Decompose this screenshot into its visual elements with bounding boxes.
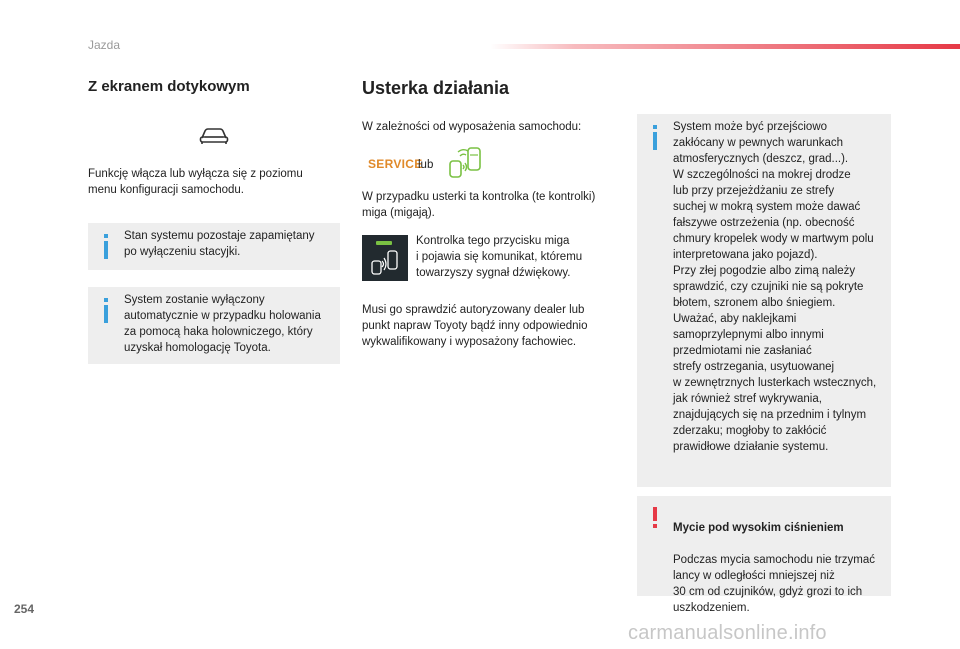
equipment-intro: W zależności od wyposażenia samochodu: (362, 121, 582, 133)
weather-info-box (637, 114, 891, 487)
site-watermark: carmanualsonline.info (628, 622, 827, 644)
pressure-wash-warning-title: Mycie pod wysokim ciśnieniem (673, 522, 844, 534)
service-warning-icon: SERVICE (368, 157, 423, 171)
malfunction-paragraph: W przypadku usterki ta kontrolka (te kontrolki) miga (migają). (362, 191, 596, 219)
info-icon (102, 234, 110, 260)
car-outline-icon (199, 127, 229, 145)
header-accent-bar (490, 44, 960, 49)
left-section-title: Z ekranem dotykowym (88, 78, 250, 95)
info-note-towing (88, 287, 340, 364)
bsm-button-icon (362, 235, 408, 281)
page-number: 254 (14, 602, 35, 616)
info-note-memory-text: Stan systemu pozostaje zapamiętany po wyłączeniu stacyjki. (124, 230, 315, 258)
blind-spot-warning-icon (444, 145, 486, 179)
info-note-towing-text: System zostanie wyłączony automatycznie w przypadku holowania za pomocą haka holowniczego, który uzyskał homologację Toyota. (124, 294, 321, 354)
info-note-memory (88, 223, 340, 270)
malfunction-section-title: Usterka działania (362, 78, 510, 98)
pressure-wash-warning-content (673, 504, 881, 632)
section-header: Jazda (88, 38, 121, 52)
pressure-wash-warning-box (637, 496, 891, 614)
info-icon (102, 298, 110, 324)
pressure-wash-warning-text: Podczas mycia samochodu nie trzymać lancy w odległości mniejszej niż 30 cm od czujników, gdyż grozi to ich uszkodzeniem. (673, 554, 875, 614)
dealer-paragraph: Musi go sprawdzić autoryzowany dealer lub punkt napraw Toyoty bądź inny odpowiednio wykwalifikowany i wyposażony fachowiec. (362, 304, 588, 348)
weather-info-text: System może być przejściowo zakłócany w pewnych warunkach atmosferycznych (deszcz, grad...). W szczególności na mokrej drodze lub przy przejeżdżaniu ze strefy suchej w mokrą system może dawać fałszywe ostrzeżenia (np. obecność chmury kropelek wody w martwym polu interpretowana jako pojazd). Przy złej pogodzie albo zimą należy sprawdzić, czy czujniki nie są pokryte błotem, szronem albo śniegiem. Uważać, aby naklejkami samoprzylepnymi albo innymi przedmiotami nie zasłaniać strefy ostrzegania, usytuowanej w zewnętrznych lusterkach wstecznych, jak również stref wykrywania, znajdujących się na przednim i tylnym zderzaku; mogłoby to zakłócić prawidłowe działanie systemu. (673, 121, 877, 453)
bsm-button-glyph (362, 235, 408, 281)
touchscreen-paragraph: Funkcję włącza lub wyłącza się z poziomu menu konfiguracji samochodu. (88, 168, 303, 196)
warning-icon (651, 507, 659, 533)
or-label: lub (418, 159, 434, 171)
info-icon (651, 125, 659, 151)
button-indicator-paragraph: Kontrolka tego przycisku miga i pojawia się komunikat, któremu towarzyszy sygnał dźwiękowy. (416, 235, 583, 279)
